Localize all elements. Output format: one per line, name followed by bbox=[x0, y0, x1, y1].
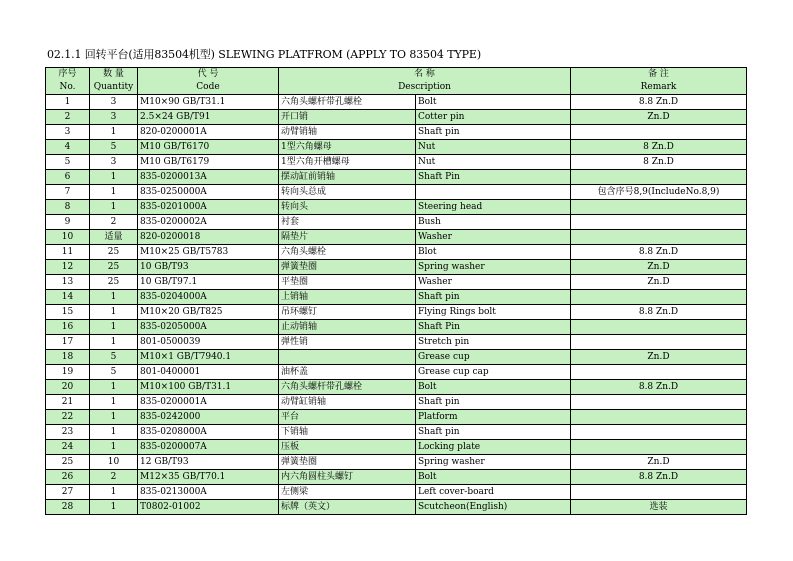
cell-quantity: 1 bbox=[90, 395, 138, 410]
cell-code: 835-0201000A bbox=[138, 200, 279, 215]
cell-code: M10×100 GB/T31.1 bbox=[138, 380, 279, 395]
cell-description-en: Locking plate bbox=[416, 440, 571, 455]
cell-remark: 选装 bbox=[571, 500, 747, 515]
cell-description-en: Flying Rings bolt bbox=[416, 305, 571, 320]
cell-code: 10 GB/T93 bbox=[138, 260, 279, 275]
cell-no: 19 bbox=[46, 365, 90, 380]
cell-quantity: 1 bbox=[90, 485, 138, 500]
cell-quantity: 25 bbox=[90, 275, 138, 290]
cell-quantity: 1 bbox=[90, 425, 138, 440]
cell-quantity: 25 bbox=[90, 260, 138, 275]
cell-remark: 8 Zn.D bbox=[571, 140, 747, 155]
cell-no: 20 bbox=[46, 380, 90, 395]
cell-remark bbox=[571, 125, 747, 140]
cell-remark: Zn.D bbox=[571, 275, 747, 290]
cell-code: M10 GB/T6170 bbox=[138, 140, 279, 155]
header-remark-en: Remark bbox=[571, 81, 747, 95]
cell-quantity: 2 bbox=[90, 215, 138, 230]
cell-no: 21 bbox=[46, 395, 90, 410]
cell-remark: 8 Zn.D bbox=[571, 155, 747, 170]
cell-description-cn: 平垫圈 bbox=[279, 275, 416, 290]
header-desc-en: Description bbox=[279, 81, 571, 95]
cell-description-en: Shaft pin bbox=[416, 125, 571, 140]
cell-description-en: Washer bbox=[416, 275, 571, 290]
cell-remark bbox=[571, 335, 747, 350]
cell-remark: Zn.D bbox=[571, 350, 747, 365]
cell-remark bbox=[571, 395, 747, 410]
cell-quantity: 5 bbox=[90, 350, 138, 365]
cell-description-en bbox=[416, 185, 571, 200]
cell-quantity: 1 bbox=[90, 290, 138, 305]
cell-description-cn: 平台 bbox=[279, 410, 416, 425]
cell-description-en: Blot bbox=[416, 245, 571, 260]
cell-no: 11 bbox=[46, 245, 90, 260]
cell-description-cn: 左侧梁 bbox=[279, 485, 416, 500]
cell-quantity: 1 bbox=[90, 125, 138, 140]
cell-description-en: Spring washer bbox=[416, 260, 571, 275]
cell-description-en: Scutcheon(English) bbox=[416, 500, 571, 515]
cell-description-en: Shaft Pin bbox=[416, 320, 571, 335]
cell-no: 5 bbox=[46, 155, 90, 170]
cell-description-cn: 摆动缸前销轴 bbox=[279, 170, 416, 185]
cell-quantity: 1 bbox=[90, 185, 138, 200]
table-row bbox=[46, 410, 747, 425]
table-row bbox=[46, 200, 747, 215]
cell-description-en: Bush bbox=[416, 215, 571, 230]
cell-no: 3 bbox=[46, 125, 90, 140]
cell-code: M10×25 GB/T5783 bbox=[138, 245, 279, 260]
cell-code: 820-0200001A bbox=[138, 125, 279, 140]
cell-code: 820-0200018 bbox=[138, 230, 279, 245]
cell-code: T0802-01002 bbox=[138, 500, 279, 515]
cell-remark bbox=[571, 425, 747, 440]
cell-code: 835-0213000A bbox=[138, 485, 279, 500]
cell-description-en: Steering head bbox=[416, 200, 571, 215]
cell-code: 835-0200002A bbox=[138, 215, 279, 230]
cell-no: 2 bbox=[46, 110, 90, 125]
cell-remark: Zn.D bbox=[571, 110, 747, 125]
cell-description-en: Bolt bbox=[416, 380, 571, 395]
cell-remark bbox=[571, 170, 747, 185]
cell-description-en: Shaft pin bbox=[416, 395, 571, 410]
cell-description-cn: 压板 bbox=[279, 440, 416, 455]
cell-description-cn: 下销轴 bbox=[279, 425, 416, 440]
header-code-en: Code bbox=[138, 81, 279, 95]
cell-quantity: 5 bbox=[90, 140, 138, 155]
table-row bbox=[46, 335, 747, 350]
cell-quantity: 1 bbox=[90, 170, 138, 185]
cell-remark bbox=[571, 410, 747, 425]
header-no-cn: 序号 bbox=[46, 68, 90, 82]
section-title: 02.1.1 回转平台(适用83504机型) SLEWING PLATFROM (APPLY TO 83504 TYPE) bbox=[47, 48, 482, 61]
table-row bbox=[46, 95, 747, 110]
cell-quantity: 1 bbox=[90, 200, 138, 215]
cell-quantity: 2 bbox=[90, 470, 138, 485]
cell-quantity: 3 bbox=[90, 110, 138, 125]
cell-description-cn: 吊环螺钉 bbox=[279, 305, 416, 320]
table-row bbox=[46, 500, 747, 515]
cell-remark bbox=[571, 200, 747, 215]
cell-no: 13 bbox=[46, 275, 90, 290]
cell-code: 835-0204000A bbox=[138, 290, 279, 305]
cell-description-cn: 六角头螺栓 bbox=[279, 245, 416, 260]
cell-no: 28 bbox=[46, 500, 90, 515]
table-row bbox=[46, 320, 747, 335]
header-no-en: No. bbox=[46, 81, 90, 95]
cell-description-cn: 开口销 bbox=[279, 110, 416, 125]
cell-quantity: 5 bbox=[90, 365, 138, 380]
cell-no: 25 bbox=[46, 455, 90, 470]
cell-remark: 8.8 Zn.D bbox=[571, 245, 747, 260]
header-qty-en: Quantity bbox=[90, 81, 138, 95]
cell-quantity: 3 bbox=[90, 95, 138, 110]
cell-remark bbox=[571, 215, 747, 230]
cell-no: 1 bbox=[46, 95, 90, 110]
cell-description-en: Grease cup bbox=[416, 350, 571, 365]
cell-code: M10 GB/T6179 bbox=[138, 155, 279, 170]
cell-description-en: Bolt bbox=[416, 470, 571, 485]
cell-description-en: Spring washer bbox=[416, 455, 571, 470]
header-desc-cn: 名 称 bbox=[279, 68, 571, 82]
cell-remark bbox=[571, 365, 747, 380]
cell-remark bbox=[571, 230, 747, 245]
header-remark-cn: 备 注 bbox=[571, 68, 747, 82]
cell-no: 9 bbox=[46, 215, 90, 230]
cell-description-en: Shaft pin bbox=[416, 425, 571, 440]
cell-no: 23 bbox=[46, 425, 90, 440]
cell-description-en: Bolt bbox=[416, 95, 571, 110]
cell-quantity: 1 bbox=[90, 305, 138, 320]
cell-code: 801-0500039 bbox=[138, 335, 279, 350]
table-row bbox=[46, 470, 747, 485]
cell-no: 27 bbox=[46, 485, 90, 500]
cell-description-cn: 1型六角开槽螺母 bbox=[279, 155, 416, 170]
cell-description-en: Cotter pin bbox=[416, 110, 571, 125]
cell-description-cn: 止动销轴 bbox=[279, 320, 416, 335]
cell-remark: Zn.D bbox=[571, 455, 747, 470]
cell-remark bbox=[571, 440, 747, 455]
cell-quantity: 适量 bbox=[90, 230, 138, 245]
cell-quantity: 1 bbox=[90, 410, 138, 425]
cell-description-en: Washer bbox=[416, 230, 571, 245]
cell-remark: 包含序号8,9(IncludeNo.8,9) bbox=[571, 185, 747, 200]
table-row bbox=[46, 125, 747, 140]
cell-description-en: Nut bbox=[416, 140, 571, 155]
table-row bbox=[46, 485, 747, 500]
cell-code: 835-0200001A bbox=[138, 395, 279, 410]
cell-description-cn: 弹性销 bbox=[279, 335, 416, 350]
cell-description-cn: 弹簧垫圈 bbox=[279, 260, 416, 275]
table-row bbox=[46, 245, 747, 260]
cell-no: 8 bbox=[46, 200, 90, 215]
table-row bbox=[46, 290, 747, 305]
header-code-cn: 代 号 bbox=[138, 68, 279, 82]
cell-code: M10×90 GB/T31.1 bbox=[138, 95, 279, 110]
cell-description-en: Nut bbox=[416, 155, 571, 170]
cell-quantity: 3 bbox=[90, 155, 138, 170]
cell-remark: 8.8 Zn.D bbox=[571, 305, 747, 320]
cell-code: 835-0242000 bbox=[138, 410, 279, 425]
table-row bbox=[46, 230, 747, 245]
cell-code: M10×1 GB/T7940.1 bbox=[138, 350, 279, 365]
cell-description-cn: 转向头总成 bbox=[279, 185, 416, 200]
cell-quantity: 1 bbox=[90, 500, 138, 515]
cell-description-en: Platform bbox=[416, 410, 571, 425]
cell-no: 10 bbox=[46, 230, 90, 245]
table-header bbox=[46, 68, 747, 95]
table-row bbox=[46, 185, 747, 200]
table-row bbox=[46, 275, 747, 290]
table-row bbox=[46, 395, 747, 410]
cell-description-cn bbox=[279, 350, 416, 365]
cell-code: M10×20 GB/T825 bbox=[138, 305, 279, 320]
cell-description-en: Grease cup cap bbox=[416, 365, 571, 380]
cell-code: M12×35 GB/T70.1 bbox=[138, 470, 279, 485]
cell-code: 12 GB/T93 bbox=[138, 455, 279, 470]
table-row bbox=[46, 260, 747, 275]
table-row bbox=[46, 110, 747, 125]
table-row bbox=[46, 170, 747, 185]
cell-remark: 8.8 Zn.D bbox=[571, 95, 747, 110]
table-row bbox=[46, 305, 747, 320]
cell-code: 835-0205000A bbox=[138, 320, 279, 335]
cell-remark: 8.8 Zn.D bbox=[571, 470, 747, 485]
cell-description-cn: 转向头 bbox=[279, 200, 416, 215]
cell-quantity: 1 bbox=[90, 440, 138, 455]
table-row bbox=[46, 425, 747, 440]
cell-code: 801-0400001 bbox=[138, 365, 279, 380]
cell-quantity: 1 bbox=[90, 320, 138, 335]
cell-remark: Zn.D bbox=[571, 260, 747, 275]
cell-description-cn: 衬套 bbox=[279, 215, 416, 230]
cell-no: 15 bbox=[46, 305, 90, 320]
cell-description-cn: 1型六角螺母 bbox=[279, 140, 416, 155]
cell-quantity: 1 bbox=[90, 380, 138, 395]
cell-description-cn: 内六角圆柱头螺钉 bbox=[279, 470, 416, 485]
cell-description-cn: 上销轴 bbox=[279, 290, 416, 305]
cell-quantity: 25 bbox=[90, 245, 138, 260]
cell-remark bbox=[571, 320, 747, 335]
cell-description-cn: 隔垫片 bbox=[279, 230, 416, 245]
cell-description-en: Shaft Pin bbox=[416, 170, 571, 185]
parts-table bbox=[45, 67, 747, 515]
cell-no: 16 bbox=[46, 320, 90, 335]
cell-no: 24 bbox=[46, 440, 90, 455]
cell-no: 14 bbox=[46, 290, 90, 305]
cell-quantity: 10 bbox=[90, 455, 138, 470]
cell-no: 6 bbox=[46, 170, 90, 185]
cell-no: 18 bbox=[46, 350, 90, 365]
cell-description-cn: 六角头螺杆带孔螺栓 bbox=[279, 380, 416, 395]
cell-code: 835-0200013A bbox=[138, 170, 279, 185]
table-row bbox=[46, 140, 747, 155]
cell-no: 12 bbox=[46, 260, 90, 275]
cell-quantity: 1 bbox=[90, 335, 138, 350]
cell-code: 835-0200007A bbox=[138, 440, 279, 455]
table-row bbox=[46, 380, 747, 395]
cell-no: 7 bbox=[46, 185, 90, 200]
table-row bbox=[46, 455, 747, 470]
table-row bbox=[46, 440, 747, 455]
cell-remark: 8.8 Zn.D bbox=[571, 380, 747, 395]
cell-description-cn: 弹簧垫圈 bbox=[279, 455, 416, 470]
cell-description-cn: 动臂缸销轴 bbox=[279, 395, 416, 410]
table-body bbox=[46, 95, 747, 515]
cell-no: 4 bbox=[46, 140, 90, 155]
cell-description-cn: 六角头螺杆带孔螺栓 bbox=[279, 95, 416, 110]
cell-no: 17 bbox=[46, 335, 90, 350]
cell-description-cn: 油杯盖 bbox=[279, 365, 416, 380]
cell-description-en: Stretch pin bbox=[416, 335, 571, 350]
table-row bbox=[46, 215, 747, 230]
table-row bbox=[46, 365, 747, 380]
cell-no: 26 bbox=[46, 470, 90, 485]
cell-description-cn: 标牌（英文） bbox=[279, 500, 416, 515]
cell-description-en: Left cover-board bbox=[416, 485, 571, 500]
table-row bbox=[46, 155, 747, 170]
cell-no: 22 bbox=[46, 410, 90, 425]
cell-code: 10 GB/T97.1 bbox=[138, 275, 279, 290]
cell-description-cn: 动臂销轴 bbox=[279, 125, 416, 140]
cell-code: 2.5×24 GB/T91 bbox=[138, 110, 279, 125]
cell-description-en: Shaft pin bbox=[416, 290, 571, 305]
header-qty-cn: 数 量 bbox=[90, 68, 138, 82]
table-row bbox=[46, 350, 747, 365]
cell-remark bbox=[571, 290, 747, 305]
cell-code: 835-0250000A bbox=[138, 185, 279, 200]
cell-code: 835-0208000A bbox=[138, 425, 279, 440]
cell-remark bbox=[571, 485, 747, 500]
